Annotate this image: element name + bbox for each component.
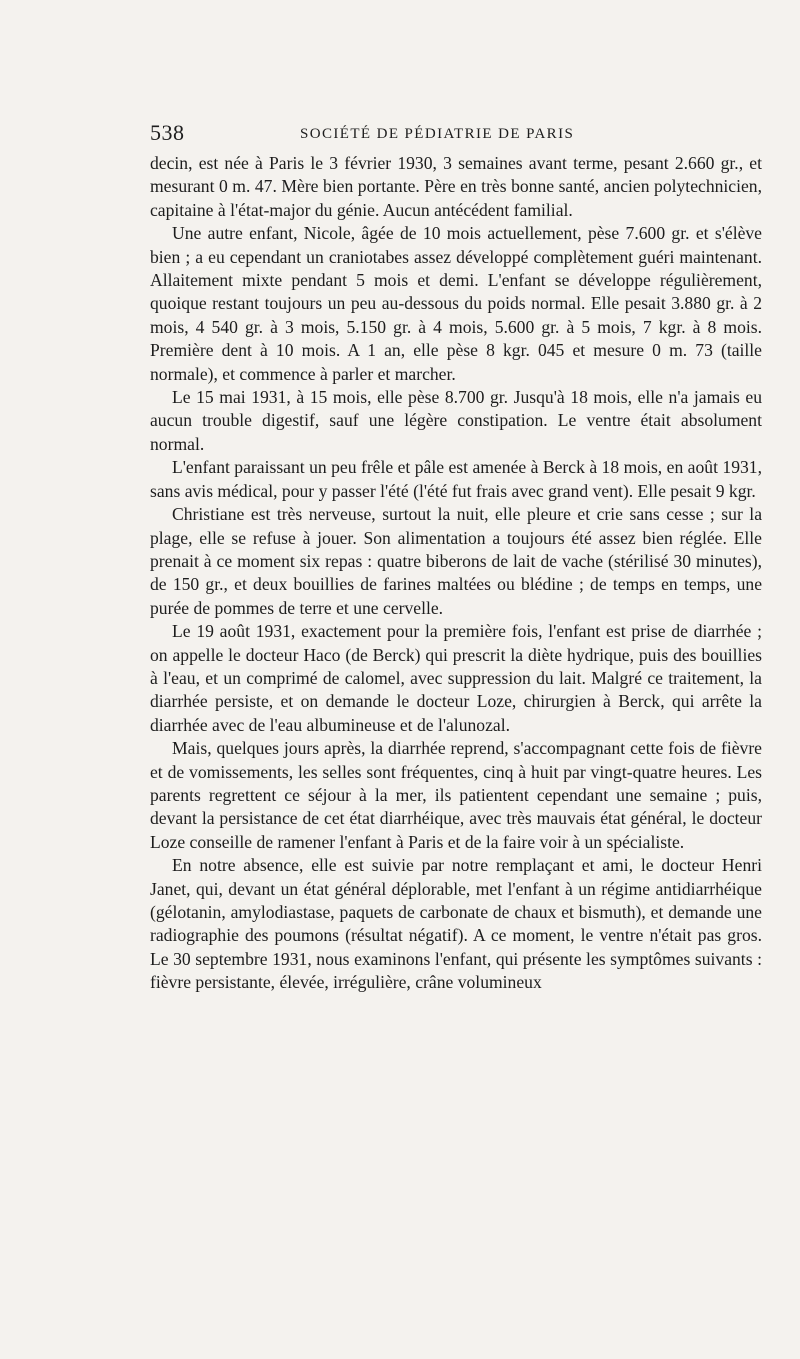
paragraph: Le 15 mai 1931, à 15 mois, elle pèse 8.700 gr. Jusqu'à 18 mois, elle n'a jamais eu aucun trouble digestif, sauf une légère constipation. Le ventre était absolument normal. [150, 387, 762, 454]
page-number: 538 [150, 120, 185, 145]
paragraph-continued: decin, est née à Paris le 3 février 1930, 3 semaines avant terme, pesant 2.660 gr., et mesurant 0 m. 47. Mère bien portante. Père en très bonne santé, ancien polytechnicien, capitaine à l'état-major du génie. Aucun antécédent familial. [150, 153, 762, 220]
running-head: SOCIÉTÉ DE PÉDIATRIE DE PARIS [300, 126, 575, 142]
paragraph: Christiane est très nerveuse, surtout la nuit, elle pleure et crie sans cesse ; sur la plage, elle se refuse à jouer. Son alimentation a toujours été assez bien réglée. Elle prenait à ce moment six repas : quatre biberons de lait de vache (stérilisé 30 minutes), de 150 gr., et deux bouillies de farines maltées ou blédine ; de temps en temps, une purée de pommes de terre et une cervelle. [150, 504, 762, 618]
body-text [150, 152, 762, 995]
page-header [150, 120, 762, 150]
paragraph: Une autre enfant, Nicole, âgée de 10 mois actuellement, pèse 7.600 gr. et s'élève bien ; a eu cependant un craniotabes assez développé complètement guéri maintenant. Allaitement mixte pendant 5 mois et demi. L'enfant se développe régulièrement, quoique restant toujours un peu au-dessous du poids normal. Elle pesait 3.880 gr. à 2 mois, 4 540 gr. à 3 mois, 5.150 gr. à 4 mois, 5.600 gr. à 5 mois, 7 kgr. à 8 mois. Première dent à 10 mois. A 1 an, elle pèse 8 kgr. 045 et mesure 0 m. 73 (taille normale), et commence à parler et marcher. [150, 223, 762, 384]
paragraph: L'enfant paraissant un peu frêle et pâle est amenée à Berck à 18 mois, en août 1931, sans avis médical, pour y passer l'été (l'été fut frais avec grand vent). Elle pesait 9 kgr. [150, 457, 762, 501]
paragraph: En notre absence, elle est suivie par notre remplaçant et ami, le docteur Henri Janet, qui, devant un état général déplorable, met l'enfant à un régime antidiarrhéique (gélotanin, amylodiastase, paquets de carbonate de chaux et bismuth), et demande une radiographie des poumons (résultat négatif). A ce moment, le ventre n'était pas gros. Le 30 septembre 1931, nous examinons l'enfant, qui présente les symptômes suivants : fièvre persistante, élevée, irrégulière, crâne volumineux [150, 855, 762, 993]
paragraph: Mais, quelques jours après, la diarrhée reprend, s'accompagnant cette fois de fièvre et de vomissements, les selles sont fréquentes, cinq à huit par vingt-quatre heures. Les parents regrettent ce séjour à la mer, ils patientent cependant une semaine ; puis, devant la persistance de cet état diarrhéique, avec très mauvais état général, le docteur Loze conseille de ramener l'enfant à Paris et de la faire voir à un spécialiste. [150, 738, 762, 852]
paragraph: Le 19 août 1931, exactement pour la première fois, l'enfant est prise de diarrhée ; on appelle le docteur Haco (de Berck) qui prescrit la diète hydrique, puis des bouillies à l'eau, et un comprimé de calomel, avec suppression du lait. Malgré ce traitement, la diarrhée persiste, et on demande le docteur Loze, chirurgien à Berck, qui arrête la diarrhée avec de l'eau albumineuse et de l'alunozal. [150, 621, 762, 735]
